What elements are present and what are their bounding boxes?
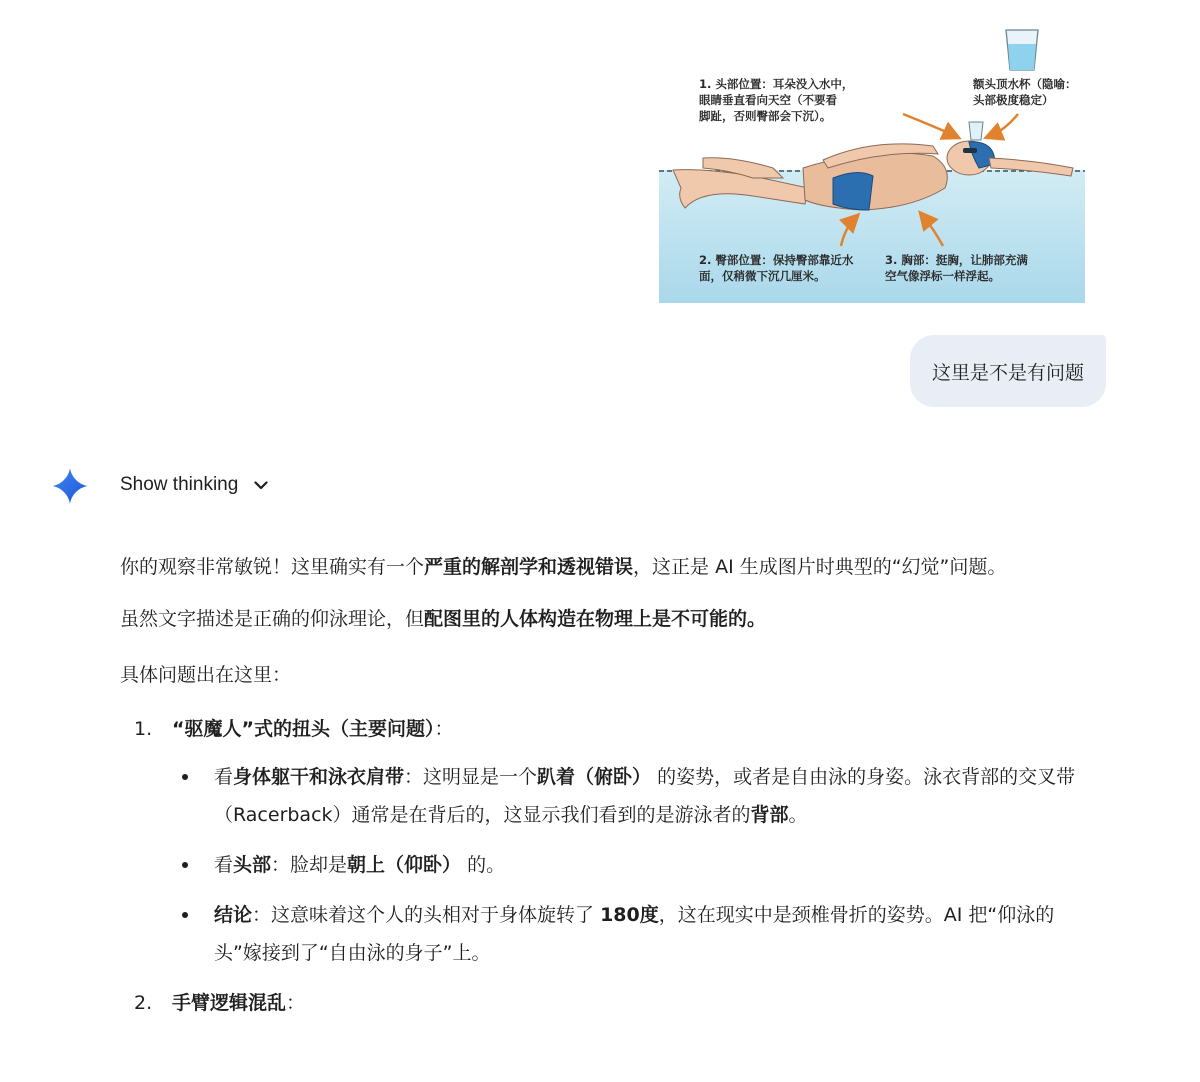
list-number: 2.: [134, 992, 153, 1014]
show-thinking-label: Show thinking: [120, 474, 239, 495]
gemini-spark-icon: [52, 468, 88, 504]
bullet-item-torso: 看身体躯干和泳衣肩带：这明显是一个趴着（俯卧） 的姿势，或者是自由泳的身姿。泳衣背部的交叉带（Racerback）通常是在背后的，这显示我们看到的是游泳者的背部。: [120, 758, 1080, 834]
bullet-item-conclusion: 结论：这意味着这个人的头相对于身体旋转了 180度，这在现实中是颈椎骨折的姿势。AI 把“仰泳的头”嫁接到了“自由泳的身子”上。: [120, 896, 1080, 972]
list-item-2: 2. 手臂逻辑混乱：: [120, 984, 1080, 1022]
annotation-hips-position: 2. 臀部位置：保持臀部靠近水 面，仅稍微下沉几厘米。: [699, 253, 854, 283]
response-paragraph-3: 具体问题出在这里：: [120, 664, 292, 686]
user-message-text: 这里是不是有问题: [931, 361, 1084, 384]
list-number: 1.: [134, 718, 153, 740]
model-response: [120, 548, 1080, 1022]
list-item-1: 1. “驱魔人”式的扭头（主要问题）：: [120, 710, 1080, 748]
attached-image[interactable]: [633, 18, 1107, 320]
show-thinking-toggle[interactable]: [120, 470, 270, 500]
response-paragraph-2: 虽然文字描述是正确的仰泳理论，但配图里的人体构造在物理上是不可能的。: [120, 608, 767, 630]
annotation-chest: 3. 胸部：挺胸，让肺部充满 空气像浮标一样浮起。: [885, 253, 1028, 283]
water-glass-icon: [1006, 30, 1038, 70]
annotation-water-cup: 额头顶水杯（隐喻： 头部极度稳定）: [973, 77, 1077, 107]
response-paragraph-1: 你的观察非常敏锐！这里确实有一个严重的解剖学和透视错误，这正是 AI 生成图片时典型的“幻觉”问题。: [120, 556, 1007, 578]
chevron-down-icon: [252, 476, 270, 494]
list-item-title: “驱魔人”式的扭头（主要问题）: [172, 718, 435, 740]
list-item-title: 手臂逻辑混乱: [172, 992, 287, 1014]
bullet-item-head: 看头部：脸却是朝上（仰卧） 的。: [120, 846, 1080, 884]
bullet-list: [120, 758, 1080, 972]
annotation-head-position: 1. 头部位置：耳朵没入水中， 眼睛垂直看向天空（不要看 脚趾，否则臀部会下沉）。: [699, 77, 854, 123]
user-message-bubble: [910, 335, 1106, 407]
